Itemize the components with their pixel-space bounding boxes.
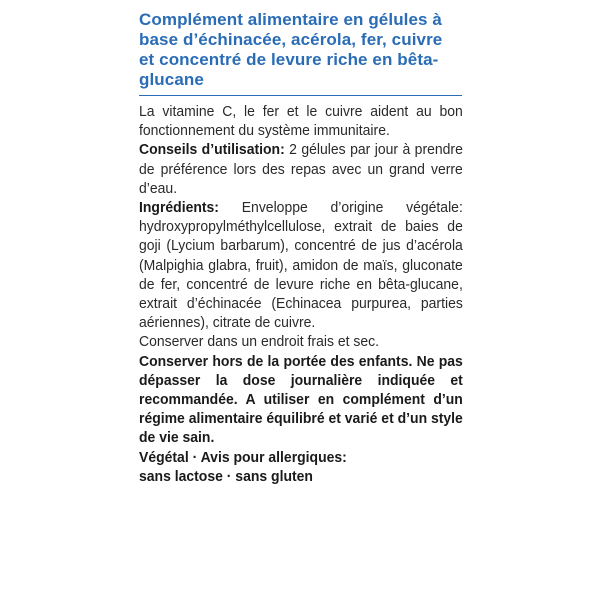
warning-text: Conserver hors de la portée des enfants. Ne pas dépasser la dose journalière indiquée et recommandée. A utiliser en complément d’un régime alimentaire équilibré et varié et d’un style de vie sain. [139,352,463,447]
ingredients-text: Enveloppe d’origine végétale: hydroxypropylméthylcellulose, extrait de baies de goji (Lycium barbarum), concentré de jus d’acérola (Malpighia glabra, fruit), amidon de maïs, gluconate de fer, concentré de levure riche en bêta-glucane, extrait d’échinacée (Echinacea purpurea, parties aériennes), citrate de cuivre. [139,199,463,332]
usage-heading: Conseils d’utilisation: [139,141,285,159]
label-body [139,102,463,486]
product-title: Complément alimentaire en gélules à base d’échinacée, acérola, fer, cuivre et concentré de levure riche en bêta-glucane [139,10,443,89]
usage-paragraph [139,140,463,198]
product-label [139,10,462,486]
storage-text: Conserver dans un endroit frais et sec. [139,333,379,351]
title-divider [139,95,462,96]
vegetal-allergy-notice: Végétal · Avis pour allergiques: [139,448,347,466]
usage-text: 2 gélules par jour à prendre de préférence lors des repas avec un grand verre d’eau. [139,141,463,197]
intro-text: La vitamine C, le fer et le cuivre aident au bon fonctionnement du système immunitaire. [139,103,463,140]
allergen-free-notice: sans lactose · sans gluten [139,467,313,485]
ingredients-heading: Ingrédients: [139,199,219,217]
ingredients-paragraph [139,198,463,332]
